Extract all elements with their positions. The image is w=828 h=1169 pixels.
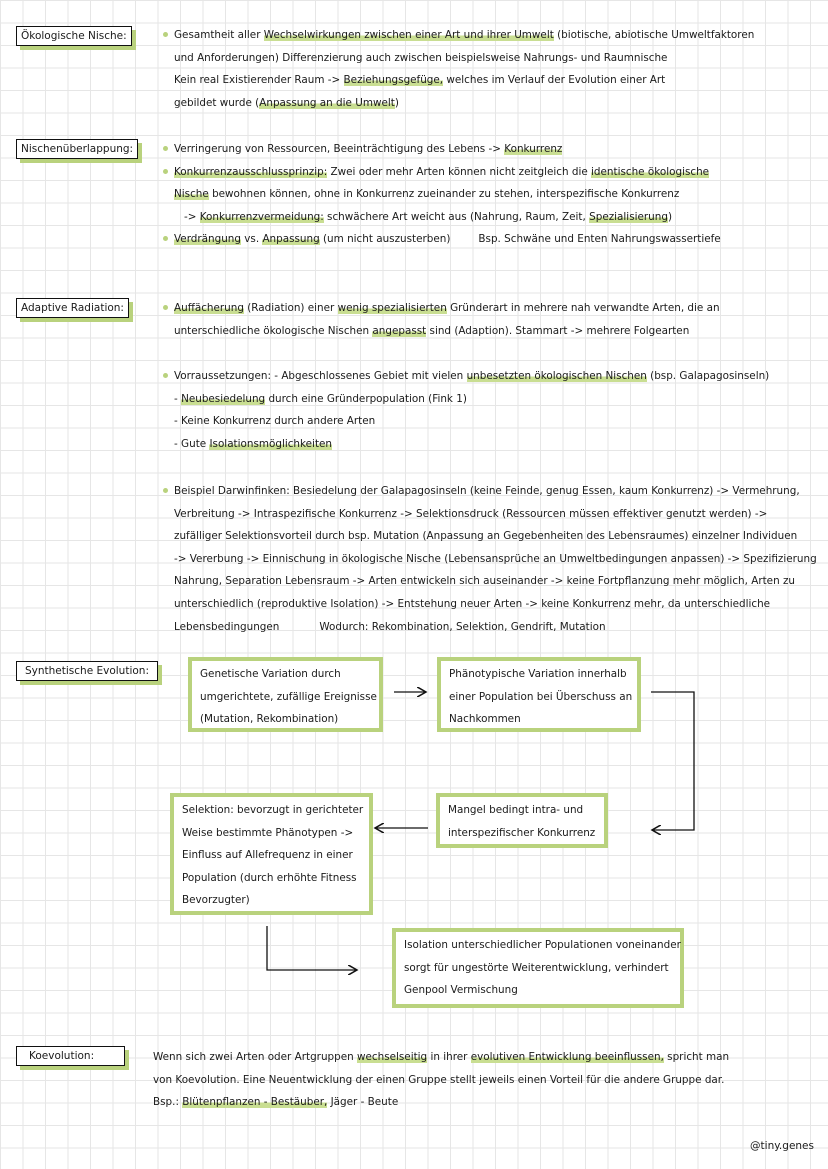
label-nischenueberlappung: Nischenüberlappung:	[16, 139, 138, 159]
arrow-box4-to-box5	[267, 926, 357, 970]
label-synthetische-evolution: Synthetische Evolution:	[16, 661, 158, 681]
ueberlappung-text: Verringerung von Ressourcen, Beeinträchtigung des Lebens -> Konkurrenz Konkurrenzausschlussprinzip: Zwei oder mehr Arten können nicht zeitgleich die identische ökologische Nische bewohnen können, ohne in Konkurrenz zueinander zu stehen, interspezifische Konkurrenz -> Konkurrenzvermeidung: schwächere Art weicht aus (Nahrung, Raum, Zeit, Spezialisierung) Verdrängung vs. Anpassung (um nicht auszusterben) Bsp. Schwäne und Enten Nahrungswassertiefe	[174, 138, 721, 251]
label-oekologische-nische: Ökologische Nische:	[16, 26, 132, 46]
radiation-text: Auffächerung (Radiation) einer wenig spezialisierten Gründerart in mehrere nah verwandte Arten, die an unterschiedliche ökologische Nischen angepasst sind (Adaption). Stammart -> mehrere Folgearten	[174, 297, 720, 342]
label-koevolution: Koevolution:	[16, 1046, 125, 1066]
flow-box-genetische-variation: Genetische Variation durch umgerichtete, zufällige Ereignisse (Mutation, Rekombination)	[188, 657, 383, 732]
koevolution-text: Wenn sich zwei Arten oder Artgruppen wechselseitig in ihrer evolutiven Entwicklung beeinflussen, spricht man von Koevolution. Eine Neuentwicklung der einen Gruppe stellt jeweils einen Vorteil für die andere Gruppe dar. Bsp.: Blütenpflanzen - Bestäuber, Jäger - Beute	[153, 1051, 730, 1109]
radiation-voraussetzungen: Vorraussetzungen: - Abgeschlossenes Gebiet mit vielen unbesetzten ökologischen Nischen (bsp. Galapagosinseln) - Neubesiedelung durch eine Gründerpopulation (Fink 1) - Keine Konkurrenz durch andere Arten - Gute Isolationsmöglichkeiten	[174, 365, 769, 455]
flow-box-isolation: Isolation unterschiedlicher Populationen voneinander sorgt für ungestörte Weiterentwicklung, verhindert Genpool Vermischung	[392, 928, 684, 1008]
flow-box-selektion: Selektion: bevorzugt in gerichteter Weise bestimmte Phänotypen -> Einfluss auf Allefrequenz in einer Population (durch erhöhte Fitness Bevorzugter)	[170, 793, 373, 915]
flow-box-phaenotypische-variation: Phänotypische Variation innerhalb einer Population bei Überschuss an Nachkommen	[437, 657, 641, 732]
nische-text: Gesamtheit aller Wechselwirkungen zwischen einer Art und ihrer Umwelt (biotische, abiotische Umweltfaktoren und Anforderungen) Differenzierung auch zwischen beispielsweise Nahrungs- und Raumnische Kein real Existierender Raum -> Beziehungsgefüge, welches im Verlauf der Evolution einer Art gebildet wurde (Anpassung an die Umwelt)	[174, 24, 754, 114]
radiation-darwinfinken: Beispiel Darwinfinken: Besiedelung der Galapagosinseln (keine Feinde, genug Essen, kaum Konkurrenz) -> Vermehrung, Verbreitung -> Intraspezifische Konkurrenz -> Selektionsdruck (Ressourcen müssen effektiver genutzt werden) -> zufälliger Selektionsvorteil durch bsp. Mutation (Anpassung an Gegebenheiten des Lebensraumes) einzelner Individuen -> Vererbung -> Einnischung in ökologische Nische (Lebensansprüche an Umweltbedingungen anpassen) -> Spezifizierung Nahrung, Separation Lebensraum -> Arten entwickeln sich auseinander -> keine Fortpflanzung mehr möglich, Arten zu unterschiedlich (reproduktive Isolation) -> Entstehung neuer Arten -> keine Konkurrenz mehr, da unterschiedliche Lebensbedingungen Wodurch: Rekombination, Selektion, Gendrift, Mutation	[174, 480, 817, 638]
flow-box-mangel-konkurrenz: Mangel bedingt intra- und interspezifischer Konkurrenz	[436, 793, 608, 848]
footer-handle: @tiny.genes	[750, 1140, 814, 1152]
arrow-box2-to-box3	[651, 692, 694, 830]
label-adaptive-radiation: Adaptive Radiation:	[16, 298, 129, 318]
